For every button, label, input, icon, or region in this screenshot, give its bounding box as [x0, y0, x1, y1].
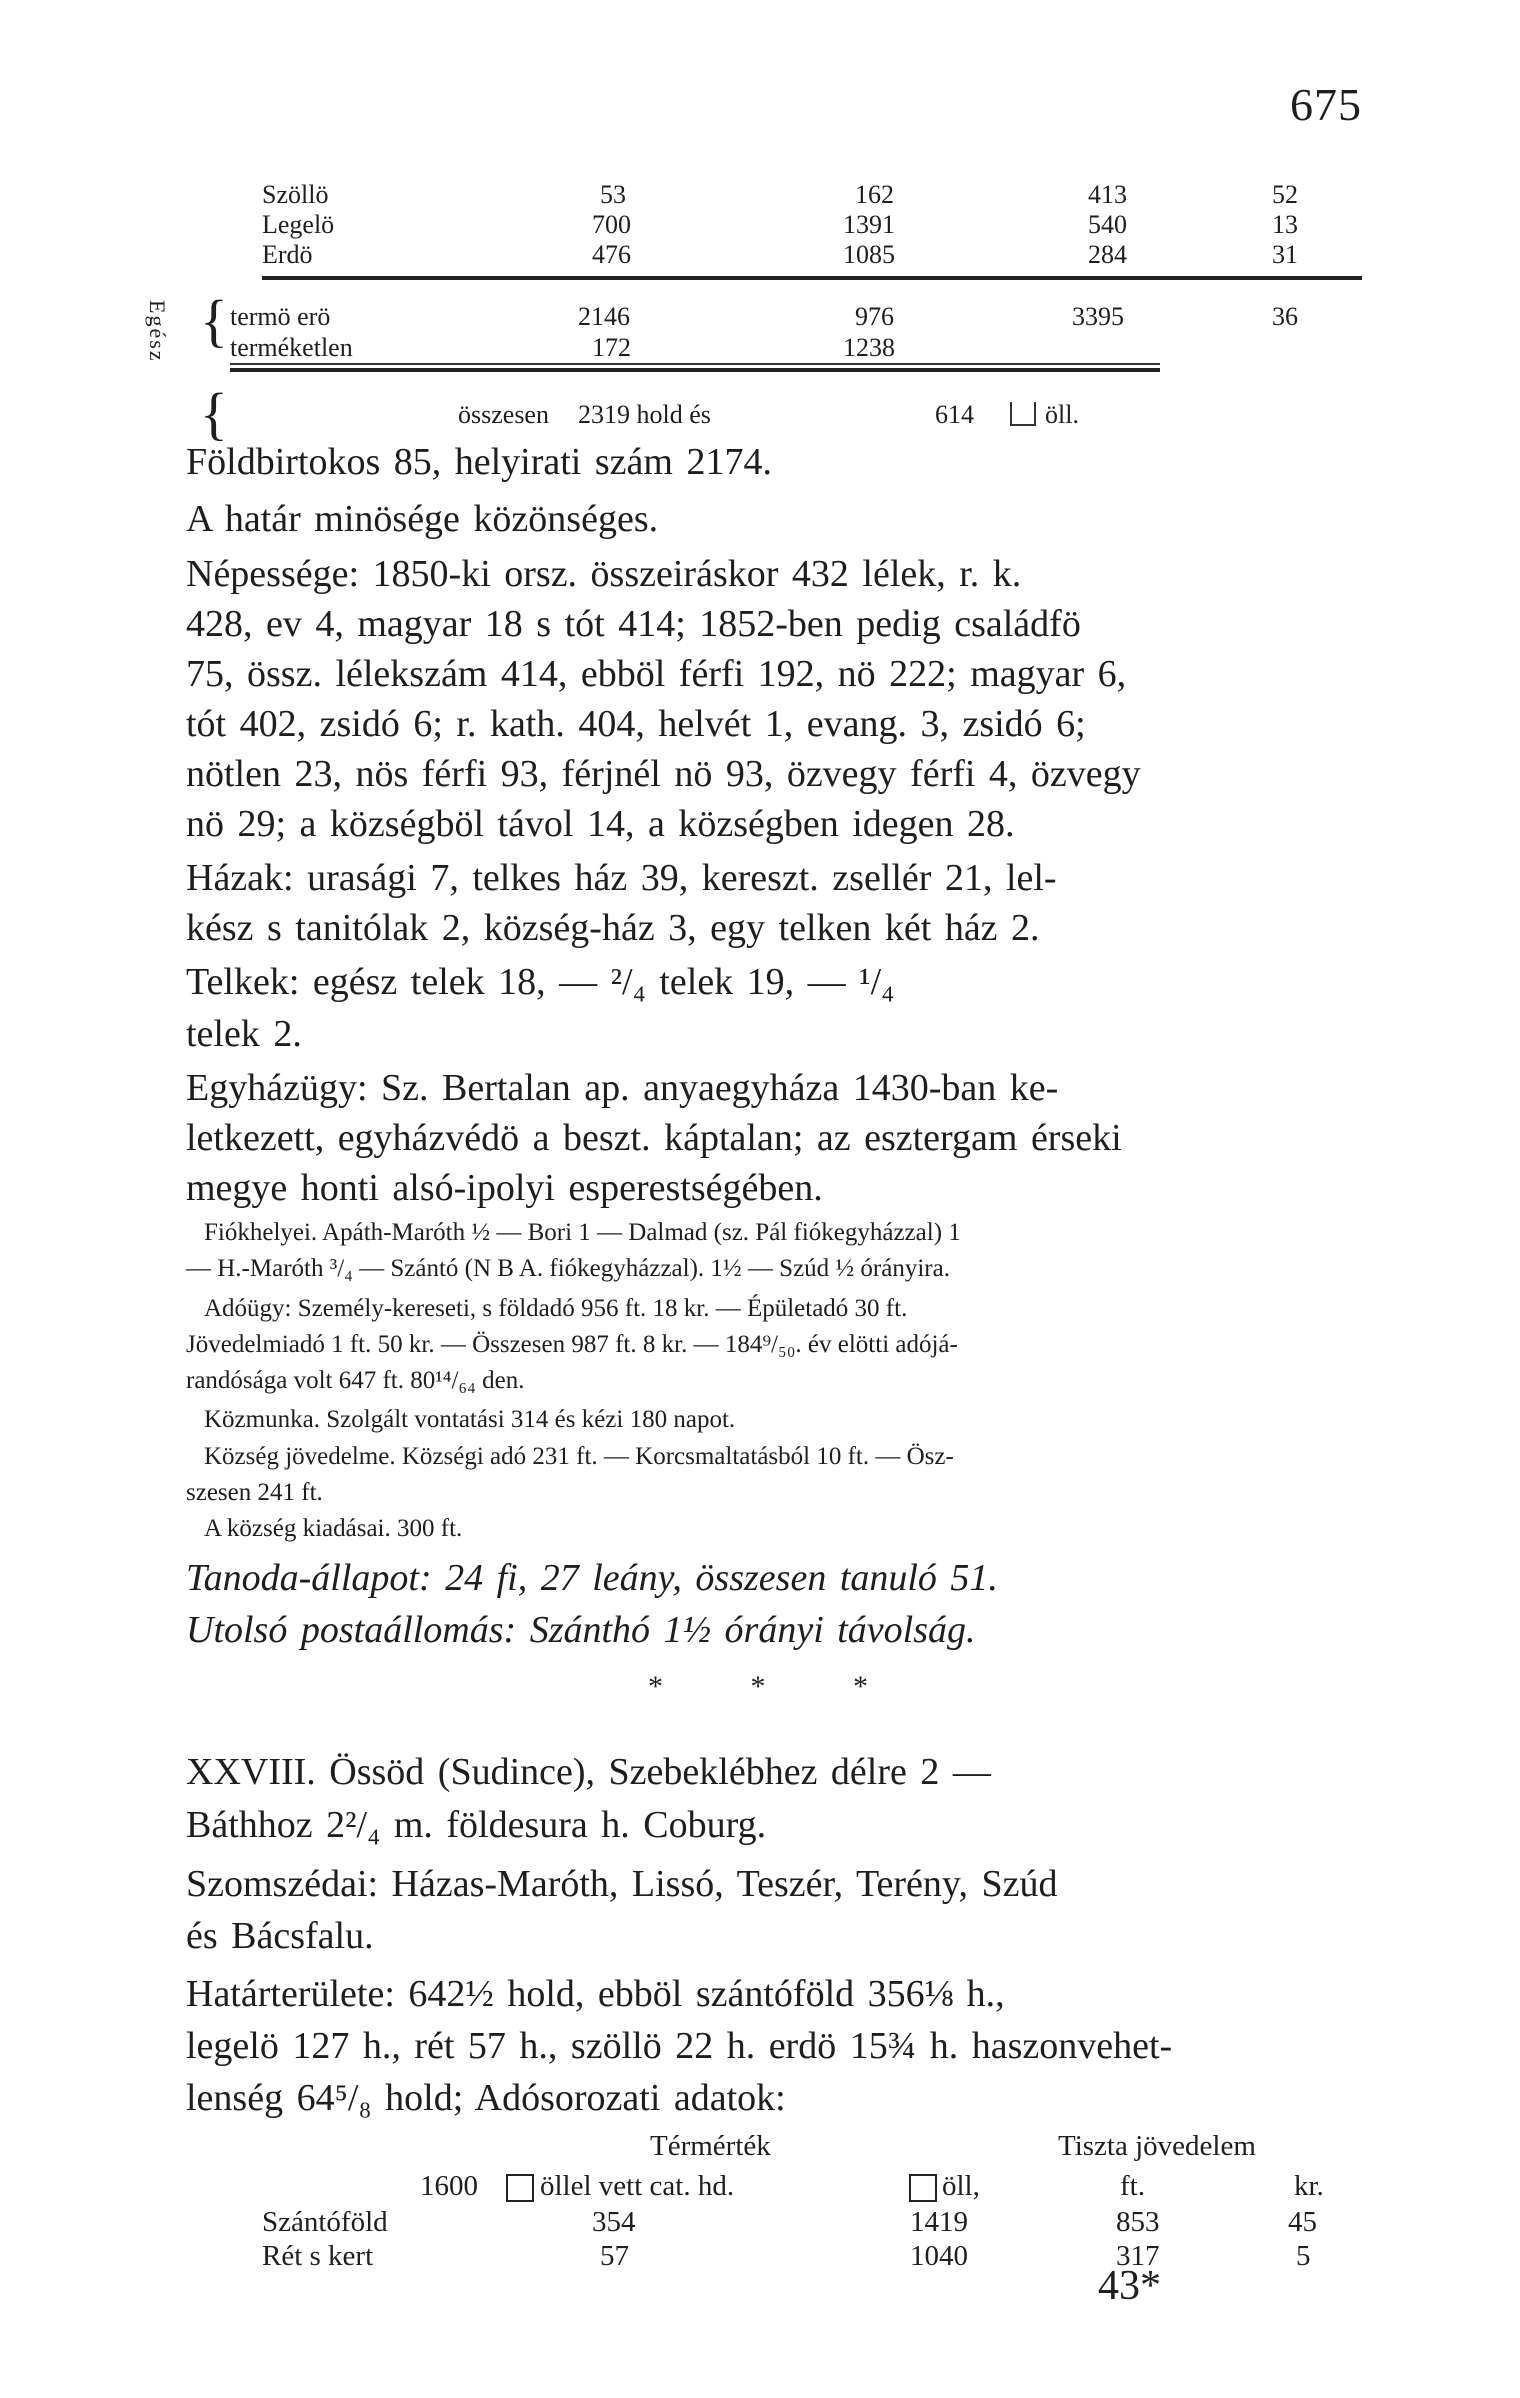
paragraph-line: legelö 127 h., rét 57 h., szöllö 22 h. erdö 15¾ h. haszonvehet-	[186, 2025, 1173, 2067]
small-line: Jövedelmiadó 1 ft. 50 kr. — Összesen 987 ft. 8 kr. — 184⁹/₅₀. év elötti adójá-	[186, 1331, 958, 1358]
paragraph-line: nö 29; a községböl távol 14, a községben idegen 28.	[186, 803, 1015, 845]
signature-mark: 43*	[1098, 2263, 1161, 2309]
table-rule	[230, 363, 1160, 365]
table-cell: 2146	[578, 302, 630, 331]
paragraph-line: Népessége: 1850-ki orsz. összeiráskor 432 lélek, r. k.	[186, 553, 1022, 595]
table-cell: 13	[1272, 210, 1298, 239]
paragraph-line: Tanoda-állapot: 24 fi, 27 leány, összesen tanuló 51.	[186, 1557, 998, 1599]
table-cell: 172	[592, 333, 631, 362]
table-subheader: kr.	[1294, 2170, 1324, 2202]
paragraph-line: 428, ev 4, magyar 18 s tót 414; 1852-ben pedig családfö	[186, 603, 1081, 645]
small-line: szesen 241 ft.	[186, 1479, 323, 1506]
paragraph-line: letkezett, egyházvédö a beszt. káptalan; az esztergam érseki	[186, 1117, 1122, 1159]
table-cell: 5	[1296, 2240, 1311, 2272]
total-tail: 614	[935, 400, 974, 429]
small-line: Község jövedelme. Községi adó 231 ft. — Korcsmaltatásból 10 ft. — Ösz-	[204, 1443, 954, 1470]
table-row-label: Legelö	[262, 210, 335, 239]
table-rule	[262, 276, 1362, 280]
brace: {	[200, 288, 228, 353]
table-rule	[230, 368, 1160, 372]
small-line: A község kiadásai. 300 ft.	[204, 1515, 463, 1542]
table-cell: 1238	[843, 333, 895, 362]
separator-stars: * * *	[648, 1670, 908, 1703]
small-line: — H.-Maróth ³/₄ — Szántó (N B A. fiókegyházzal). 1½ — Szúd ½ órányira.	[186, 1255, 950, 1282]
paragraph-line: Földbirtokos 85, helyirati szám 2174.	[186, 441, 772, 483]
table-cell: 57	[600, 2240, 629, 2272]
page-number: 675	[1290, 79, 1362, 130]
paragraph-line: telek 2.	[186, 1013, 302, 1055]
paragraph-line: lenség 64⁵/₈ hold; Adósorozati adatok:	[186, 2077, 786, 2119]
table-cell: 354	[592, 2206, 636, 2238]
table-subheader: öllel vett cat. hd.	[540, 2170, 735, 2202]
table-row-label: Szöllö	[262, 180, 329, 209]
total-unit: öll.	[1045, 400, 1079, 429]
table-cell: 853	[1116, 2206, 1160, 2238]
paragraph-line: 75, össz. lélekszám 414, ebböl férfi 192, nö 222; magyar 6,	[186, 653, 1127, 695]
total-value: 2319 hold és	[578, 400, 711, 429]
square-symbol	[1010, 402, 1036, 426]
table-cell: 413	[1088, 180, 1127, 209]
table-cell: 36	[1272, 302, 1298, 331]
paragraph-line: és Bácsfalu.	[186, 1915, 374, 1957]
paragraph-line: A határ minösége közönséges.	[186, 498, 659, 540]
table-cell: 317	[1116, 2240, 1160, 2272]
table-cell: 31	[1272, 240, 1298, 269]
paragraph-line: kész s tanitólak 2, község-ház 3, egy telken két ház 2.	[186, 907, 1040, 949]
table-row-label: terméketlen	[230, 333, 353, 362]
table-cell: 45	[1288, 2206, 1317, 2238]
brace: {	[200, 381, 228, 446]
side-label: Egész	[145, 300, 170, 363]
table-header: Térmérték	[650, 2130, 771, 2162]
table-cell: 3395	[1072, 302, 1124, 331]
square-symbol	[909, 2174, 937, 2202]
table-cell: 162	[855, 180, 894, 209]
small-line: Adóügy: Személy-kereseti, s földadó 956 ft. 18 kr. — Épületadó 30 ft.	[204, 1295, 908, 1322]
table-header: Tiszta jövedelem	[1058, 2130, 1256, 2162]
paragraph-line: Házak: urasági 7, telkes ház 39, kereszt. zsellér 21, lel-	[186, 857, 1057, 899]
table-cell: 1040	[910, 2240, 968, 2272]
small-line: Fiókhelyei. Apáth-Maróth ½ — Bori 1 — Dalmad (sz. Pál fiókegyházzal) 1	[204, 1219, 961, 1246]
table-cell: 1391	[843, 210, 895, 239]
table-cell: 700	[592, 210, 631, 239]
paragraph-line: Egyházügy: Sz. Bertalan ap. anyaegyháza 1430-ban ke-	[186, 1067, 1059, 1109]
table-cell: 976	[855, 302, 894, 331]
paragraph-line: Határterülete: 642½ hold, ebböl szántóföld 356⅛ h.,	[186, 1973, 1005, 2015]
table-cell: 476	[592, 240, 631, 269]
table-row-label: Szántóföld	[262, 2206, 388, 2238]
table-cell: 53	[600, 180, 626, 209]
table-subheader: ft.	[1120, 2170, 1145, 2202]
section-heading: XXVIII. Össöd (Sudince), Szebeklébhez délre 2 —	[186, 1751, 991, 1793]
paragraph-line: Szomszédai: Házas-Maróth, Lissó, Teszér, Terény, Szúd	[186, 1863, 1058, 1905]
table-cell: 540	[1088, 210, 1127, 239]
table-row-label: Erdö	[262, 240, 313, 269]
table-cell: 1419	[910, 2206, 968, 2238]
paragraph-line: Telkek: egész telek 18, — ²/₄ telek 19, — ¹/₄	[186, 961, 895, 1003]
table-cell: 284	[1088, 240, 1127, 269]
paragraph-line: Utolsó postaállomás: Szánthó 1½ órányi távolság.	[186, 1609, 976, 1651]
total-label: összesen	[458, 400, 549, 429]
paragraph-line: nötlen 23, nös férfi 93, férjnél nö 93, özvegy férfi 4, özvegy	[186, 753, 1141, 795]
table-cell: 52	[1272, 180, 1298, 209]
small-line: Közmunka. Szolgált vontatási 314 és kézi 180 napot.	[204, 1406, 736, 1433]
table-row-label: termö erö	[230, 302, 331, 331]
table-cell: 1085	[843, 240, 895, 269]
paragraph-line: Báthhoz 2²/₄ m. földesura h. Coburg.	[186, 1804, 767, 1846]
square-symbol	[506, 2174, 534, 2202]
table-subheader: öll,	[942, 2170, 980, 2202]
paragraph-line: megye honti alsó-ipolyi esperestségében.	[186, 1167, 823, 1209]
paragraph-line: tót 402, zsidó 6; r. kath. 404, helvét 1, evang. 3, zsidó 6;	[186, 703, 1086, 745]
small-line: randósága volt 647 ft. 80¹⁴/₆₄ den.	[186, 1367, 525, 1394]
table-row-label: Rét s kert	[262, 2240, 374, 2272]
table-subheader: 1600	[420, 2170, 478, 2202]
